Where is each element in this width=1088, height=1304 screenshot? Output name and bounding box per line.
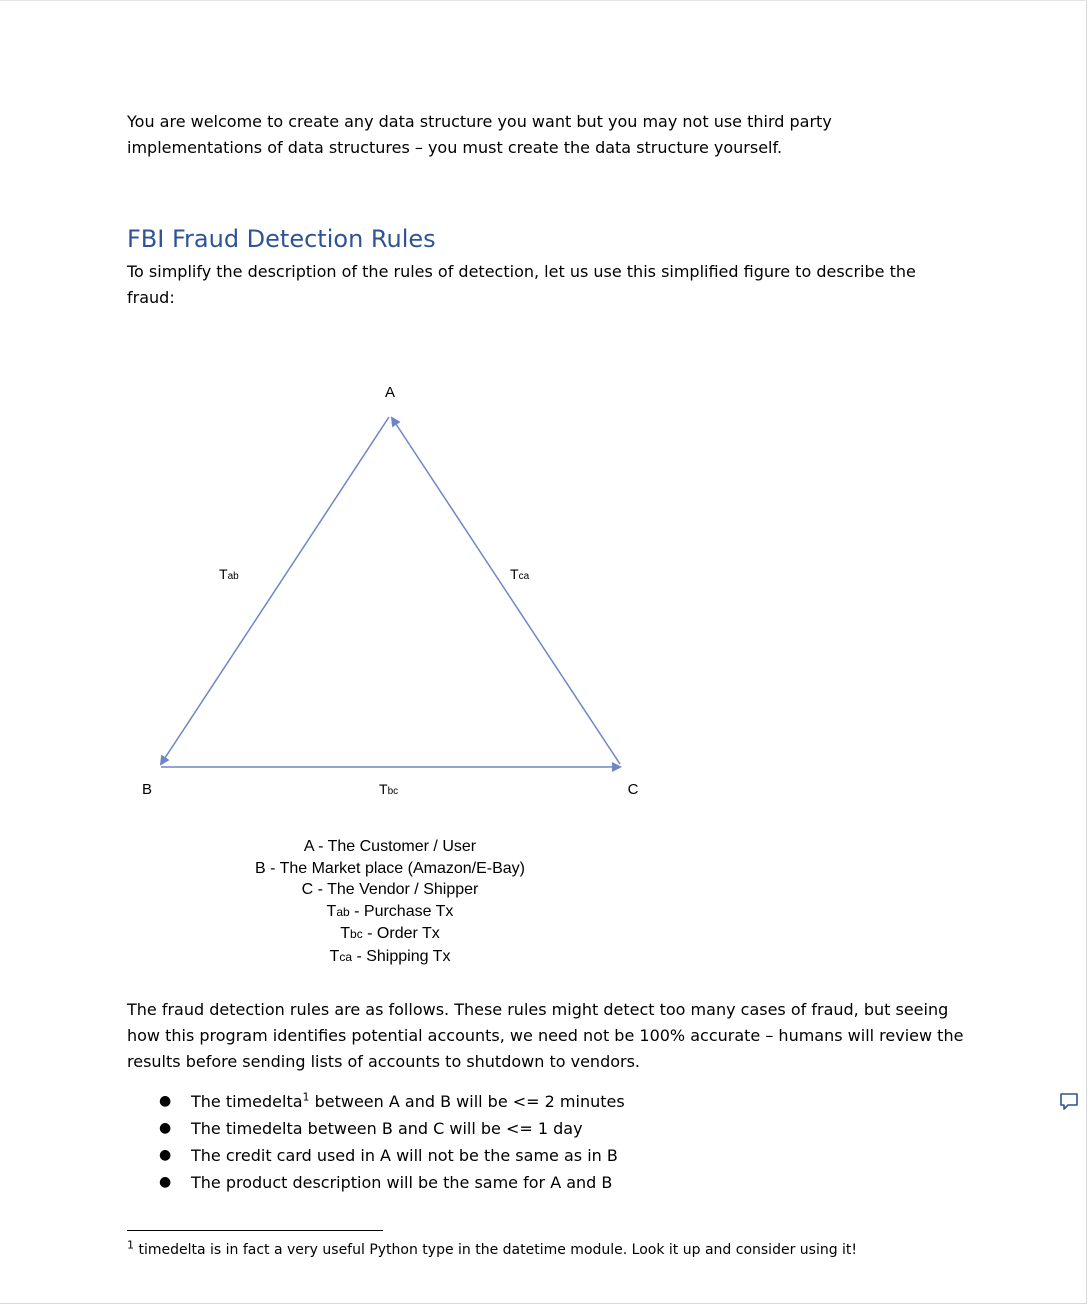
node-a-label: A: [384, 384, 396, 401]
legend-tab: Tab - Purchase Tx: [326, 902, 454, 920]
footnote-ref[interactable]: 1: [302, 1090, 310, 1104]
intro-paragraph: You are welcome to create any data structure you want but you may not use third party implementations of data structures – you must create the data structure yourself.: [127, 112, 832, 157]
section-heading: FBI Fraud Detection Rules: [127, 225, 436, 253]
figure-legend: [200, 836, 580, 968]
edge-c-a: [392, 418, 620, 764]
legend-tbc: Tbc - Order Tx: [340, 925, 440, 942]
footnote: $^1$ timedelta is in fact a very useful Python type in the datetime module. Look it up and consider using it!: [127, 1238, 858, 1258]
footnote-separator: [127, 1230, 383, 1231]
edge-ca-label: Tca: [510, 566, 530, 582]
bullet-icon: ●: [159, 1147, 172, 1163]
bullet-icon: ●: [159, 1093, 172, 1109]
list-item: ● The credit card used in A will not be the same as in B: [127, 1142, 625, 1169]
legend-tca: Tca - Shipping Tx: [329, 947, 451, 965]
node-c-label: C: [627, 781, 639, 798]
rules-intro-paragraph: The fraud detection rules are as follows. These rules might detect too many cases of fraud, but seeing how this program identifies potential accounts, we need not be 100% accurate – humans will review the results before sending lists of accounts to shutdown to vendors.: [127, 1000, 964, 1071]
list-item: ● The timedelta$^1$ between A and B will be <= 2 minutes: [127, 1088, 625, 1115]
bullet-icon: ●: [159, 1174, 172, 1190]
legend-b: B - The Market place (Amazon/E-Bay): [254, 859, 526, 877]
edge-a-b: [161, 417, 389, 764]
bullet-icon: ●: [159, 1120, 172, 1136]
triangle-diagram: [127, 376, 667, 836]
comment-icon[interactable]: [1058, 1091, 1080, 1113]
rules-list: [127, 1088, 625, 1196]
list-item: ● The timedelta between B and C will be <= 1 day: [127, 1115, 625, 1142]
legend-c: C - The Vendor / Shipper: [301, 881, 479, 898]
edge-bc-label: Tbc: [379, 781, 399, 797]
list-item: ● The product description will be the same for A and B: [127, 1169, 625, 1196]
legend-a: A - The Customer / User: [303, 838, 477, 855]
description-paragraph: To simplify the description of the rules of detection, let us use this simplified figure to describe the fraud:: [127, 262, 916, 307]
node-b-label: B: [141, 781, 153, 798]
edge-ab-label: Tab: [219, 566, 239, 582]
